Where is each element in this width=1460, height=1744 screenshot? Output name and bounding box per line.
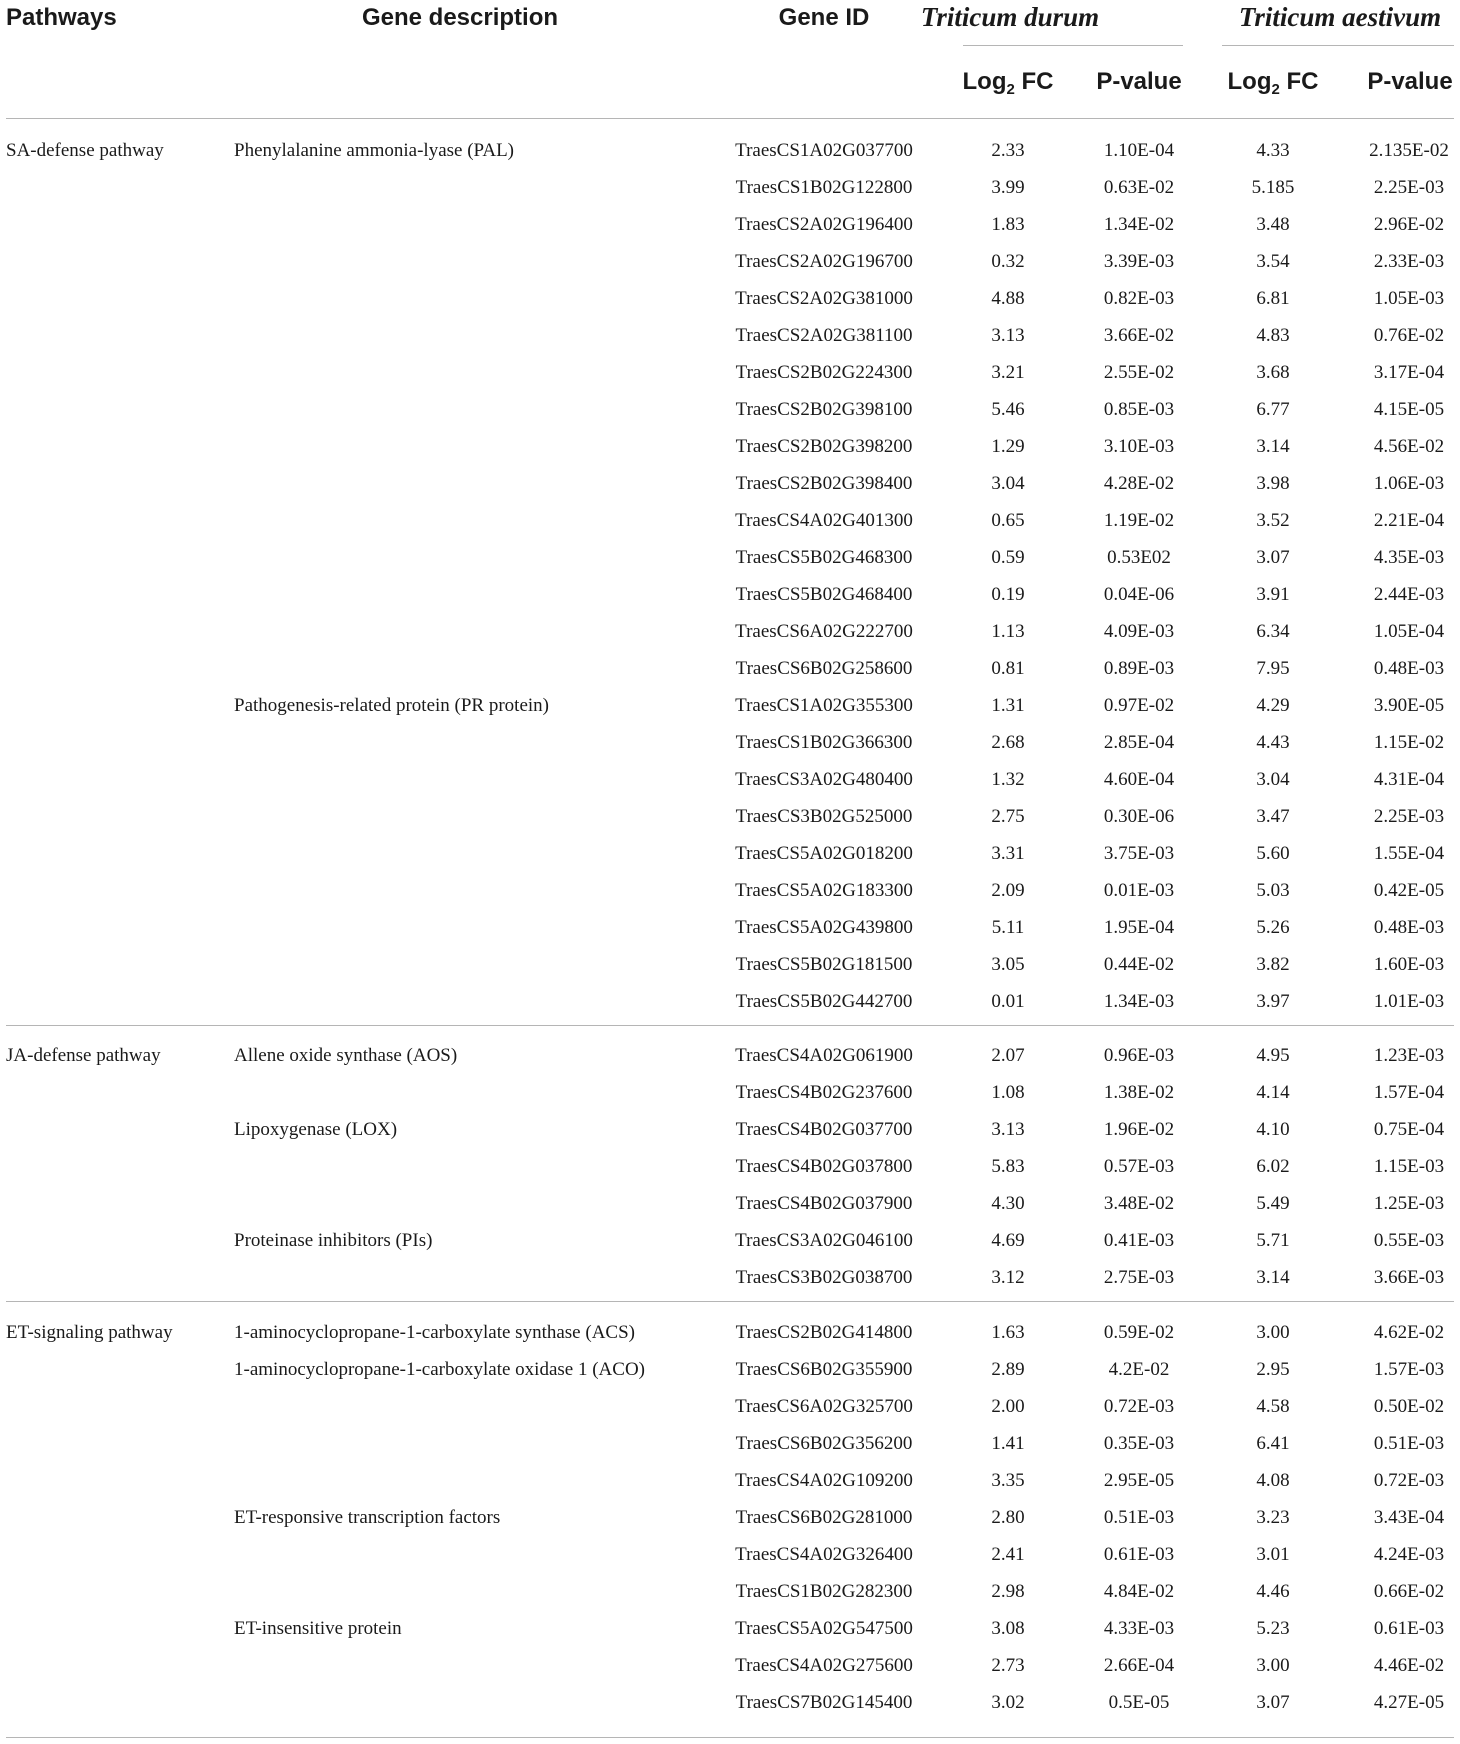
gene-id-cell: TraesCS1B02G122800 [735, 177, 913, 198]
aestivum-logfc-cell: 5.71 [1256, 1230, 1290, 1251]
header-pathways: Pathways [6, 4, 117, 31]
durum-pvalue-cell: 0.82E-03 [1103, 288, 1175, 309]
aestivum-logfc-cell: 3.98 [1256, 473, 1290, 494]
aestivum-logfc-cell: 5.60 [1256, 843, 1290, 864]
aestivum-pvalue-cell: 2.44E-03 [1373, 584, 1445, 605]
durum-pvalue-cell: 2.95E-05 [1103, 1470, 1175, 1491]
aestivum-logfc-cell: 5.185 [1251, 177, 1295, 198]
gene-id-cell: TraesCS6B02G356200 [735, 1433, 913, 1454]
durum-pvalue-cell: 0.51E-03 [1103, 1507, 1175, 1528]
header-gene-description: Gene description [361, 4, 559, 31]
durum-logfc-cell: 3.13 [991, 1119, 1025, 1140]
aestivum-logfc-cell: 4.08 [1256, 1470, 1290, 1491]
durum-pvalue-cell: 0.85E-03 [1103, 399, 1175, 420]
gene-id-cell: TraesCS5B02G468400 [735, 584, 913, 605]
durum-logfc-cell: 3.21 [991, 362, 1025, 383]
gene-id-cell: TraesCS4A02G275600 [735, 1655, 913, 1676]
aestivum-logfc-cell: 3.47 [1256, 806, 1290, 827]
aestivum-pvalue-cell: 4.24E-03 [1373, 1544, 1445, 1565]
aestivum-group-rule [1222, 45, 1454, 46]
durum-logfc-cell: 0.19 [991, 584, 1025, 605]
durum-pvalue-cell: 0.89E-03 [1103, 658, 1175, 679]
aestivum-pvalue-cell: 1.60E-03 [1373, 954, 1445, 975]
section-divider-et [6, 1301, 1454, 1302]
pathway-cell: ET-signaling pathway [6, 1322, 173, 1343]
aestivum-pvalue-cell: 0.48E-03 [1373, 658, 1445, 679]
durum-pvalue-cell: 2.66E-04 [1103, 1655, 1175, 1676]
durum-pvalue-cell: 0.57E-03 [1103, 1156, 1175, 1177]
gene-id-cell: TraesCS2B02G398400 [735, 473, 913, 494]
gene-id-cell: TraesCS2B02G398200 [735, 436, 913, 457]
aestivum-pvalue-cell: 0.75E-04 [1373, 1119, 1445, 1140]
durum-pvalue-cell: 2.75E-03 [1103, 1267, 1175, 1288]
gene-id-cell: TraesCS4B02G037800 [735, 1156, 913, 1177]
durum-logfc-cell: 2.33 [991, 140, 1025, 161]
aestivum-pvalue-cell: 2.135E-02 [1369, 140, 1449, 161]
aestivum-pvalue-cell: 3.66E-03 [1373, 1267, 1445, 1288]
gene-description-cell: Phenylalanine ammonia-lyase (PAL) [234, 140, 515, 161]
durum-pvalue-cell: 1.96E-02 [1103, 1119, 1175, 1140]
durum-logfc-cell: 2.09 [991, 880, 1025, 901]
gene-id-cell: TraesCS3A02G046100 [735, 1230, 913, 1251]
durum-logfc-cell: 4.69 [991, 1230, 1025, 1251]
gene-id-cell: TraesCS2B02G414800 [735, 1322, 913, 1343]
gene-id-cell: TraesCS4A02G061900 [735, 1045, 913, 1066]
durum-logfc-cell: 0.01 [991, 991, 1025, 1012]
aestivum-logfc-cell: 6.34 [1256, 621, 1290, 642]
aestivum-logfc-cell: 6.41 [1256, 1433, 1290, 1454]
gene-description-cell: 1-aminocyclopropane-1-carboxylate synthase (ACS) [234, 1322, 635, 1343]
gene-id-cell: TraesCS5A02G547500 [735, 1618, 913, 1639]
aestivum-logfc-cell: 5.49 [1256, 1193, 1290, 1214]
header-durum-pvalue: P-value [1096, 68, 1182, 95]
durum-logfc-cell: 0.32 [991, 251, 1025, 272]
durum-pvalue-cell: 4.33E-03 [1103, 1618, 1175, 1639]
durum-logfc-cell: 2.00 [991, 1396, 1025, 1417]
durum-pvalue-cell: 4.2E-02 [1108, 1359, 1170, 1380]
durum-logfc-cell: 3.13 [991, 325, 1025, 346]
aestivum-logfc-cell: 3.07 [1256, 1692, 1290, 1713]
aestivum-logfc-cell: 7.95 [1256, 658, 1290, 679]
gene-id-cell: TraesCS3B02G038700 [735, 1267, 913, 1288]
durum-pvalue-cell: 3.10E-03 [1103, 436, 1175, 457]
gene-id-cell: TraesCS6B02G258600 [735, 658, 913, 679]
header-durum-logfc: Log$_2$ FC [962, 68, 1054, 98]
aestivum-pvalue-cell: 2.25E-03 [1373, 806, 1445, 827]
header-gene-id: Gene ID [778, 4, 870, 31]
aestivum-logfc-cell: 3.04 [1256, 769, 1290, 790]
durum-pvalue-cell: 3.66E-02 [1103, 325, 1175, 346]
durum-pvalue-cell: 1.95E-04 [1103, 917, 1175, 938]
durum-pvalue-cell: 3.39E-03 [1103, 251, 1175, 272]
gene-id-cell: TraesCS1B02G366300 [735, 732, 913, 753]
aestivum-logfc-cell: 4.33 [1256, 140, 1290, 161]
durum-pvalue-cell: 1.38E-02 [1103, 1082, 1175, 1103]
aestivum-pvalue-cell: 0.48E-03 [1373, 917, 1445, 938]
header-aestivum-logfc: Log$_2$ FC [1227, 68, 1319, 98]
durum-pvalue-cell: 0.30E-06 [1103, 806, 1175, 827]
gene-id-cell: TraesCS5B02G181500 [735, 954, 913, 975]
durum-logfc-cell: 3.31 [991, 843, 1025, 864]
aestivum-pvalue-cell: 0.51E-03 [1373, 1433, 1445, 1454]
durum-logfc-cell: 2.89 [991, 1359, 1025, 1380]
aestivum-pvalue-cell: 1.55E-04 [1373, 843, 1445, 864]
gene-id-cell: TraesCS6A02G325700 [735, 1396, 913, 1417]
durum-pvalue-cell: 3.75E-03 [1103, 843, 1175, 864]
gene-id-cell: TraesCS5A02G018200 [735, 843, 913, 864]
gene-description-cell: Pathogenesis-related protein (PR protein) [234, 695, 550, 716]
durum-logfc-cell: 2.80 [991, 1507, 1025, 1528]
durum-logfc-cell: 2.98 [991, 1581, 1025, 1602]
durum-pvalue-cell: 4.28E-02 [1103, 473, 1175, 494]
durum-pvalue-cell: 0.96E-03 [1103, 1045, 1175, 1066]
durum-pvalue-cell: 1.34E-03 [1103, 991, 1175, 1012]
aestivum-pvalue-cell: 1.05E-03 [1373, 288, 1445, 309]
aestivum-logfc-cell: 2.95 [1256, 1359, 1290, 1380]
durum-pvalue-cell: 4.84E-02 [1103, 1581, 1175, 1602]
aestivum-logfc-cell: 3.68 [1256, 362, 1290, 383]
durum-group-rule [963, 45, 1183, 46]
gene-id-cell: TraesCS6B02G355900 [735, 1359, 913, 1380]
aestivum-pvalue-cell: 2.33E-03 [1373, 251, 1445, 272]
aestivum-pvalue-cell: 4.15E-05 [1373, 399, 1445, 420]
aestivum-logfc-cell: 3.01 [1256, 1544, 1290, 1565]
durum-logfc-cell: 1.29 [991, 436, 1025, 457]
aestivum-logfc-cell: 3.97 [1256, 991, 1290, 1012]
aestivum-logfc-cell: 4.95 [1256, 1045, 1290, 1066]
aestivum-pvalue-cell: 0.76E-02 [1373, 325, 1445, 346]
aestivum-logfc-cell: 5.23 [1256, 1618, 1290, 1639]
table-bottom-rule [6, 1737, 1454, 1738]
gene-id-cell: TraesCS2B02G398100 [735, 399, 913, 420]
aestivum-logfc-cell: 3.14 [1256, 436, 1290, 457]
gene-description-cell: 1-aminocyclopropane-1-carboxylate oxidase 1 (ACO) [234, 1359, 645, 1380]
gene-id-cell: TraesCS4B02G237600 [735, 1082, 913, 1103]
header-triticum-aestivum: Triticum aestivum [1238, 2, 1442, 32]
durum-pvalue-cell: 0.35E-03 [1103, 1433, 1175, 1454]
durum-logfc-cell: 1.31 [991, 695, 1025, 716]
header-aestivum-pvalue: P-value [1367, 68, 1453, 95]
gene-id-cell: TraesCS4A02G326400 [735, 1544, 913, 1565]
aestivum-pvalue-cell: 4.31E-04 [1373, 769, 1445, 790]
durum-pvalue-cell: 4.09E-03 [1103, 621, 1175, 642]
aestivum-pvalue-cell: 0.42E-05 [1373, 880, 1445, 901]
aestivum-logfc-cell: 4.58 [1256, 1396, 1290, 1417]
durum-logfc-cell: 3.35 [991, 1470, 1025, 1491]
gene-id-cell: TraesCS3B02G525000 [735, 806, 913, 827]
header-bottom-rule [6, 118, 1454, 119]
aestivum-logfc-cell: 6.02 [1256, 1156, 1290, 1177]
aestivum-logfc-cell: 3.52 [1256, 510, 1290, 531]
gene-id-cell: TraesCS4B02G037900 [735, 1193, 913, 1214]
aestivum-pvalue-cell: 1.57E-03 [1373, 1359, 1445, 1380]
gene-id-cell: TraesCS5A02G439800 [735, 917, 913, 938]
durum-logfc-cell: 4.30 [991, 1193, 1025, 1214]
section-divider-ja [6, 1025, 1454, 1026]
gene-id-cell: TraesCS1B02G282300 [735, 1581, 913, 1602]
aestivum-pvalue-cell: 1.23E-03 [1373, 1045, 1445, 1066]
gene-id-cell: TraesCS2B02G224300 [735, 362, 913, 383]
aestivum-logfc-cell: 4.83 [1256, 325, 1290, 346]
gene-id-cell: TraesCS5B02G442700 [735, 991, 913, 1012]
gene-id-cell: TraesCS2A02G381100 [735, 325, 913, 346]
durum-pvalue-cell: 2.85E-04 [1103, 732, 1175, 753]
durum-pvalue-cell: 0.53E02 [1107, 547, 1171, 568]
aestivum-pvalue-cell: 0.72E-03 [1373, 1470, 1445, 1491]
durum-pvalue-cell: 0.01E-03 [1103, 880, 1175, 901]
aestivum-pvalue-cell: 4.62E-02 [1373, 1322, 1445, 1343]
gene-id-cell: TraesCS6B02G281000 [735, 1507, 913, 1528]
durum-logfc-cell: 3.08 [991, 1618, 1025, 1639]
durum-pvalue-cell: 0.41E-03 [1103, 1230, 1175, 1251]
durum-logfc-cell: 0.65 [991, 510, 1025, 531]
durum-pvalue-cell: 0.5E-05 [1108, 1692, 1170, 1713]
header-triticum-durum: Triticum durum [920, 2, 1100, 32]
aestivum-logfc-cell: 3.14 [1256, 1267, 1290, 1288]
durum-logfc-cell: 1.13 [991, 621, 1025, 642]
aestivum-pvalue-cell: 3.17E-04 [1373, 362, 1445, 383]
aestivum-pvalue-cell: 3.43E-04 [1373, 1507, 1445, 1528]
durum-logfc-cell: 1.08 [991, 1082, 1025, 1103]
aestivum-pvalue-cell: 4.27E-05 [1373, 1692, 1445, 1713]
pathway-cell: JA-defense pathway [6, 1045, 161, 1066]
aestivum-pvalue-cell: 1.15E-03 [1373, 1156, 1445, 1177]
aestivum-pvalue-cell: 1.05E-04 [1373, 621, 1445, 642]
gene-id-cell: TraesCS4B02G037700 [735, 1119, 913, 1140]
durum-logfc-cell: 3.04 [991, 473, 1025, 494]
aestivum-pvalue-cell: 1.25E-03 [1373, 1193, 1445, 1214]
durum-logfc-cell: 2.73 [991, 1655, 1025, 1676]
aestivum-pvalue-cell: 2.21E-04 [1373, 510, 1445, 531]
durum-logfc-cell: 2.75 [991, 806, 1025, 827]
aestivum-logfc-cell: 3.00 [1256, 1322, 1290, 1343]
aestivum-pvalue-cell: 2.96E-02 [1373, 214, 1445, 235]
durum-pvalue-cell: 4.60E-04 [1103, 769, 1175, 790]
gene-id-cell: TraesCS2A02G381000 [735, 288, 913, 309]
aestivum-logfc-cell: 3.00 [1256, 1655, 1290, 1676]
gene-id-cell: TraesCS4A02G109200 [735, 1470, 913, 1491]
durum-logfc-cell: 3.05 [991, 954, 1025, 975]
gene-id-cell: TraesCS7B02G145400 [735, 1692, 913, 1713]
aestivum-logfc-cell: 3.82 [1256, 954, 1290, 975]
aestivum-pvalue-cell: 4.56E-02 [1373, 436, 1445, 457]
aestivum-logfc-cell: 4.43 [1256, 732, 1290, 753]
gene-id-cell: TraesCS1A02G037700 [735, 140, 913, 161]
durum-logfc-cell: 1.63 [991, 1322, 1025, 1343]
gene-description-cell: ET-insensitive protein [234, 1618, 402, 1639]
durum-logfc-cell: 5.11 [991, 917, 1025, 938]
aestivum-pvalue-cell: 1.01E-03 [1373, 991, 1445, 1012]
aestivum-logfc-cell: 4.14 [1256, 1082, 1290, 1103]
durum-logfc-cell: 0.59 [991, 547, 1025, 568]
aestivum-pvalue-cell: 0.55E-03 [1373, 1230, 1445, 1251]
aestivum-pvalue-cell: 1.57E-04 [1373, 1082, 1445, 1103]
gene-id-cell: TraesCS3A02G480400 [735, 769, 913, 790]
durum-pvalue-cell: 1.19E-02 [1103, 510, 1175, 531]
gene-description-cell: Proteinase inhibitors (PIs) [234, 1230, 433, 1251]
durum-pvalue-cell: 0.97E-02 [1103, 695, 1175, 716]
gene-description-cell: Lipoxygenase (LOX) [234, 1119, 398, 1140]
gene-id-cell: TraesCS6A02G222700 [735, 621, 913, 642]
gene-id-cell: TraesCS5B02G468300 [735, 547, 913, 568]
aestivum-pvalue-cell: 4.35E-03 [1373, 547, 1445, 568]
durum-pvalue-cell: 0.59E-02 [1103, 1322, 1175, 1343]
durum-logfc-cell: 3.12 [991, 1267, 1025, 1288]
aestivum-logfc-cell: 4.10 [1256, 1119, 1290, 1140]
aestivum-logfc-cell: 3.23 [1256, 1507, 1290, 1528]
durum-pvalue-cell: 2.55E-02 [1103, 362, 1175, 383]
aestivum-pvalue-cell: 0.50E-02 [1373, 1396, 1445, 1417]
aestivum-logfc-cell: 4.46 [1256, 1581, 1290, 1602]
aestivum-logfc-cell: 5.03 [1256, 880, 1290, 901]
durum-logfc-cell: 3.02 [991, 1692, 1025, 1713]
aestivum-logfc-cell: 3.91 [1256, 584, 1290, 605]
durum-logfc-cell: 2.07 [991, 1045, 1025, 1066]
aestivum-logfc-cell: 3.54 [1256, 251, 1290, 272]
durum-logfc-cell: 2.41 [991, 1544, 1025, 1565]
durum-pvalue-cell: 0.04E-06 [1103, 584, 1175, 605]
aestivum-logfc-cell: 5.26 [1256, 917, 1290, 938]
gene-id-cell: TraesCS2A02G196400 [735, 214, 913, 235]
durum-logfc-cell: 0.81 [991, 658, 1025, 679]
durum-logfc-cell: 1.32 [991, 769, 1025, 790]
durum-pvalue-cell: 0.61E-03 [1103, 1544, 1175, 1565]
gene-id-cell: TraesCS4A02G401300 [735, 510, 913, 531]
aestivum-pvalue-cell: 1.06E-03 [1373, 473, 1445, 494]
aestivum-logfc-cell: 3.07 [1256, 547, 1290, 568]
gene-description-cell: ET-responsive transcription factors [234, 1507, 501, 1528]
durum-pvalue-cell: 3.48E-02 [1103, 1193, 1175, 1214]
durum-logfc-cell: 1.83 [991, 214, 1025, 235]
durum-logfc-cell: 5.83 [991, 1156, 1025, 1177]
gene-description-cell: Allene oxide synthase (AOS) [234, 1045, 458, 1066]
aestivum-pvalue-cell: 0.66E-02 [1373, 1581, 1445, 1602]
aestivum-pvalue-cell: 1.15E-02 [1373, 732, 1445, 753]
durum-pvalue-cell: 1.10E-04 [1103, 140, 1175, 161]
gene-id-cell: TraesCS2A02G196700 [735, 251, 913, 272]
aestivum-logfc-cell: 6.81 [1256, 288, 1290, 309]
aestivum-pvalue-cell: 2.25E-03 [1373, 177, 1445, 198]
durum-pvalue-cell: 0.63E-02 [1103, 177, 1175, 198]
aestivum-logfc-cell: 3.48 [1256, 214, 1290, 235]
aestivum-pvalue-cell: 3.90E-05 [1373, 695, 1445, 716]
durum-logfc-cell: 4.88 [991, 288, 1025, 309]
pathway-cell: SA-defense pathway [6, 140, 164, 161]
durum-logfc-cell: 2.68 [991, 732, 1025, 753]
durum-pvalue-cell: 1.34E-02 [1103, 214, 1175, 235]
aestivum-pvalue-cell: 0.61E-03 [1373, 1618, 1445, 1639]
durum-logfc-cell: 5.46 [991, 399, 1025, 420]
aestivum-pvalue-cell: 4.46E-02 [1373, 1655, 1445, 1676]
durum-logfc-cell: 1.41 [991, 1433, 1025, 1454]
gene-id-cell: TraesCS1A02G355300 [735, 695, 913, 716]
durum-pvalue-cell: 0.44E-02 [1103, 954, 1175, 975]
aestivum-logfc-cell: 4.29 [1256, 695, 1290, 716]
gene-id-cell: TraesCS5A02G183300 [735, 880, 913, 901]
durum-logfc-cell: 3.99 [991, 177, 1025, 198]
durum-pvalue-cell: 0.72E-03 [1103, 1396, 1175, 1417]
aestivum-logfc-cell: 6.77 [1256, 399, 1290, 420]
